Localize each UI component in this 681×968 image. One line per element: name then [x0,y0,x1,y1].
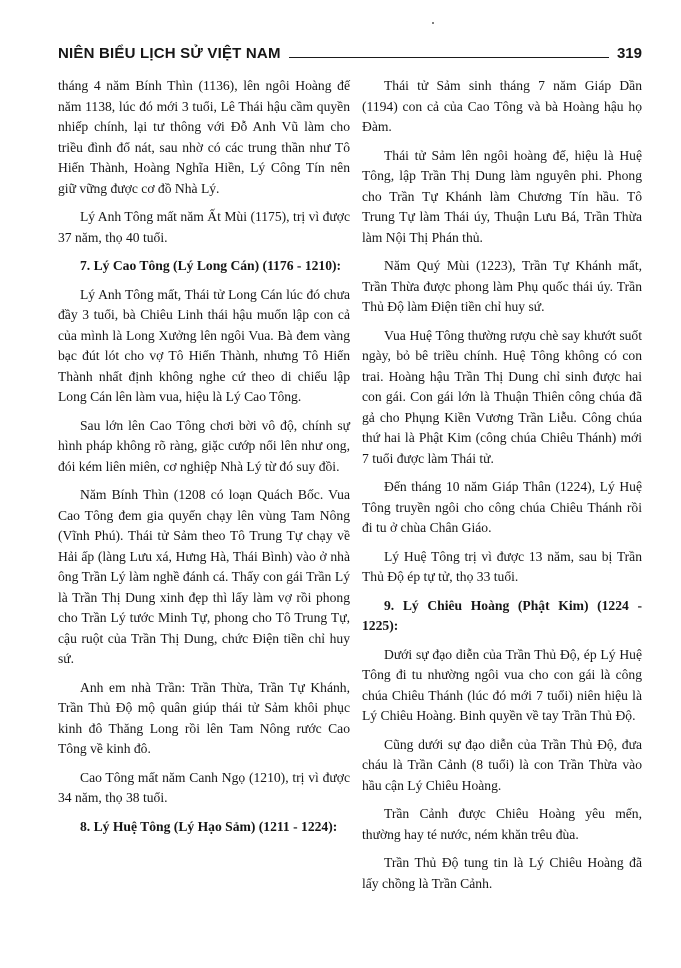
paragraph: Sau lớn lên Cao Tông chơi bời vô độ, chính sự hình pháp không rõ ràng, giặc cướp nổi lên như ong, đói kém liên miên, cơ nghiệp Nhà Lý từ đó suy đồi. [58,417,350,474]
page-number: 319 [616,45,642,62]
paragraph: Đến tháng 10 năm Giáp Thân (1224), Lý Huệ Tông truyền ngôi cho công chúa Chiêu Thánh rồi đi tu ở chùa Chân Giáo. [362,479,642,535]
header-title: NIÊN BIỂU LỊCH SỬ VIỆT NAM [58,45,281,62]
paragraph: Cao Tông mất năm Canh Ngọ (1210), trị vì được 34 năm, thọ 38 tuổi. [58,769,350,805]
paragraph: Cũng dưới sự đạo diễn của Trần Thủ Độ, đưa cháu là Trần Cảnh (8 tuổi) là con Trần Thừa vào hầu cận Lý Chiêu Hoàng. [362,736,642,793]
header-rule [289,57,609,58]
right-column [362,76,642,902]
paragraph: Thái tử Sảm sinh tháng 7 năm Giáp Dần (1194) con cả của Cao Tông và bà Hoàng hậu họ Đàm. [362,78,642,134]
paragraph: Lý Anh Tông mất năm Ất Mùi (1175), trị vì được 37 năm, thọ 40 tuổi. [58,209,350,245]
paragraph: Năm Bính Thìn (1208 có loạn Quách Bốc. Vua Cao Tông đem gia quyến chạy lên vùng Tam Nông (Vĩnh Phú). Thái tử Sảm theo Tô Trung Tự chạy về Hải ấp (làng Lưu xá, Hưng Hà, Thái Bình) vào ở nhà ông Trần Lý làm nghề đánh cá. Thấy con gái Trần Lý là Trần Thị Dung xinh đẹp thì lấy làm vợ rồi phong cho Trần Lý tước Minh Tự, phong cho Tô Trung Tự, cậu ruột của Trần Thị Dung, chức Điện tiền chỉ huy sứ. [58,487,350,666]
paragraph: Vua Huệ Tông thường rượu chè say khướt suốt ngày, bỏ bê triều chính. Huệ Tông không có con trai. Hoàng hậu Trần Thị Dung chỉ sinh được hai con gái. Con gái lớn là Thuận Thiên công chúa đã gả cho Phụng Kiền Vương Trần Liễu. Công chúa thứ hai là Phật Kim (công chúa Chiêu Thánh) mới 7 tuổi được làm Thái tử. [362,327,642,466]
paragraph: Năm Quý Mùi (1223), Trần Tự Khánh mất, Trần Thừa được phong làm Phụ quốc thái úy. Trần Thủ Độ làm Điện tiền chỉ huy sứ. [362,258,642,314]
left-column [58,76,350,845]
paragraph: Lý Huệ Tông trị vì được 13 năm, sau bị Trần Thủ Độ ép tự tử, thọ 33 tuổi. [362,548,642,584]
print-speck [432,22,434,24]
paragraph: Lý Anh Tông mất, Thái tử Long Cán lúc đó chưa đầy 3 tuổi, bà Chiêu Linh thái hậu muốn lập con cả của mình là Long Xưởng lên ngôi Vua. Bà đem vàng bạc đút lót cho vợ Tô Hiến Thành, nhưng Tô Hiến Thành nhất định không nghe cứ theo di chiếu lập Long Cán lên làm vua, hiệu là Lý Cao Tông. [58,286,350,404]
paragraph: Anh em nhà Trần: Trần Thừa, Trần Tự Khánh, Trần Thủ Độ mộ quân giúp thái tử Sảm khôi phục kinh đô Thăng Long rồi lên Tam Nông rước Cao Tông về kinh đô. [58,679,350,756]
paragraph: Thái tử Sảm lên ngôi hoàng đế, hiệu là Huệ Tông, lập Trần Thị Dung làm nguyên phi. Phong cho Trần Tự Khánh làm Chương Tín hầu. Tô Trung Tự làm Thái úy, Thuận Lưu Bá, Trần Thừa làm Nội Thị Phán thủ. [362,147,642,245]
paragraph: Trần Thủ Độ tung tin là Lý Chiêu Hoàng đã lấy chồng là Trần Cảnh. [362,855,642,891]
section-heading: 8. Lý Huệ Tông (Lý Hạo Sảm) (1211 - 1224): [80,818,338,834]
paragraph: Dưới sự đạo diễn của Trần Thủ Độ, ép Lý Huệ Tông đi tu nhường ngôi vua cho con gái là công chúa Chiêu Thánh (lúc đó mới 7 tuổi) niên hiệu là Lý Chiêu Hoàng. Binh quyền về tay Trần Thủ Độ. [362,646,642,723]
paragraph: Trần Cảnh được Chiêu Hoàng yêu mến, thường hay té nước, ném khăn trêu đùa. [362,806,642,842]
section-heading: 9. Lý Chiêu Hoàng (Phật Kim) (1224 - 1225): [362,597,642,633]
running-header [58,36,642,62]
section-heading: 7. Lý Cao Tông (Lý Long Cán) (1176 - 1210): [80,258,342,273]
paragraph: tháng 4 năm Bính Thìn (1136), lên ngôi Hoàng đế năm 1138, lúc đó mới 3 tuổi, Lê Thái hậu cầm quyền nhiếp chính, lại tư thông với Đỗ Anh Vũ làm cho triều đình đổ nát, sau nhờ có các trung thần như Tô Hiến Thành, Hoàng Nghĩa Hiền, Lý Công Tín nên giữ vững được cơ đồ Nhà Lý. [58,78,350,196]
